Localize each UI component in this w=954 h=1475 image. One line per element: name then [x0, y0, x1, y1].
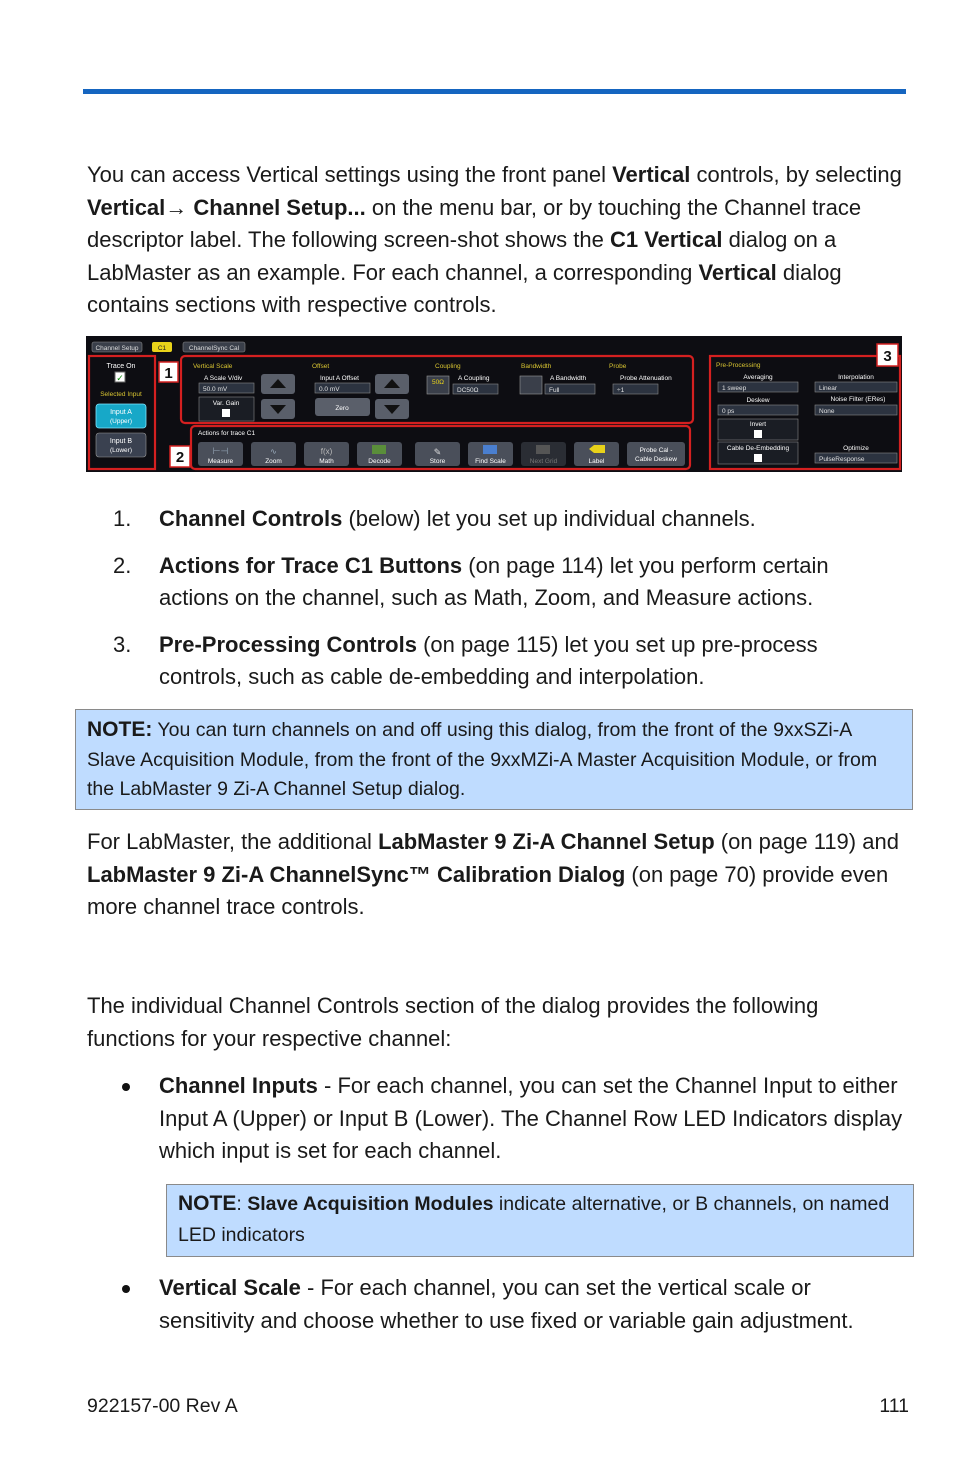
vertical-scale-heading: Vertical Scale	[193, 363, 233, 370]
input-a-sub: (Upper)	[109, 418, 133, 425]
deskew-value: 0 ps	[722, 408, 735, 415]
a-scale-label: A Scale V/div	[204, 375, 243, 382]
cable-deembedding-label: Cable De-Embedding	[726, 445, 790, 452]
store-label: Store	[429, 458, 446, 465]
section-list	[113, 503, 903, 708]
next-grid-icon	[536, 445, 550, 454]
note-text: indicate alternative, or B channels, on named LED indicators	[178, 1193, 890, 1246]
actions-title: Actions for trace C1	[198, 430, 256, 437]
zero-label: Zero	[335, 405, 349, 412]
trace-on-label: Trace On	[106, 363, 136, 370]
probe-cal-label: Probe Cal -	[639, 447, 673, 454]
cable-deskew-label: Cable Deskew	[635, 456, 677, 463]
labmaster-paragraph: For LabMaster, the additional LabMaster 9 Zi-A Channel Setup (on page 119) and LabMaster 9 Zi-A ChannelSync™ Calibration Dialog (on page 70) provide even more channel trace controls.	[87, 829, 899, 919]
callout-3-number: 3	[883, 348, 892, 365]
input-a-offset-value: 0.0 mV	[319, 386, 340, 393]
footer-doc-id: 922157-00 Rev A	[87, 1395, 238, 1417]
list-item-title[interactable]: Channel Controls	[159, 506, 343, 531]
ruler-icon: ⊢⊣	[212, 446, 229, 456]
label-label: Label	[588, 458, 605, 465]
coupling-heading: Coupling	[435, 363, 461, 370]
list-number: 2.	[113, 552, 132, 578]
decode-icon	[372, 445, 386, 454]
probe-attenuation-value: ÷1	[617, 387, 625, 394]
interpolation-value: Linear	[819, 385, 838, 392]
math-icon: f(x)	[320, 447, 333, 456]
list-item: Channel Inputs - For each channel, you can set the Channel Input to either Input A (Upper) or Input B (Lower). The Channel Row LED Indicators display which input is set for each channel.	[120, 1070, 910, 1168]
list-item	[113, 629, 903, 694]
tab-channelsync-cal-label: ChannelSync Cal	[188, 345, 240, 352]
store-icon: ✎	[433, 447, 442, 457]
invert-checkbox[interactable]	[754, 430, 762, 438]
cable-deembedding-checkbox[interactable]	[754, 454, 762, 462]
averaging-label: Averaging	[743, 374, 773, 381]
noise-filter-label: Noise Filter (ERes)	[830, 396, 886, 403]
bandwidth-icon-box[interactable]	[520, 376, 542, 394]
a-coupling-value: DC50Ω	[457, 387, 479, 394]
offset-heading: Offset	[312, 363, 330, 370]
list-item-title[interactable]: Actions for Trace C1 Buttons	[159, 552, 463, 578]
list-item-text: (on page 114) let you perform certain actions on the channel, such as Math, Zoom, and Measure actions.	[159, 552, 829, 610]
channelsync-calibration-link[interactable]: LabMaster 9 Zi-A ChannelSync™ Calibration Dialog	[87, 861, 626, 887]
footer-page-number: 111	[879, 1395, 909, 1417]
list-item-title[interactable]: Pre-Processing Controls	[159, 631, 417, 657]
actions-button-row	[198, 442, 685, 466]
bullet-list-1	[120, 1070, 910, 1168]
note-box	[75, 709, 913, 810]
a-coupling-label: A Coupling	[458, 375, 490, 382]
note-bold-text: Slave Acquisition Modules	[247, 1193, 494, 1215]
coupling-badge: 50Ω	[431, 379, 445, 386]
measure-label: Measure	[207, 458, 234, 465]
probe-heading: Probe	[609, 363, 627, 370]
vertical-dialog-screenshot	[86, 336, 902, 472]
channel-setup-link[interactable]: LabMaster 9 Zi-A Channel Setup	[378, 829, 715, 854]
channel-controls-paragraph: The individual Channel Controls section of the dialog provides the following functions for your respective channel:	[87, 993, 819, 1051]
note-box-slave-modules: NOTE: Slave Acquisition Modules indicate alternative, or B channels, on named LED indicators	[166, 1184, 914, 1257]
a-bandwidth-value: Full	[549, 387, 560, 394]
list-number: 1.	[113, 506, 132, 531]
tab-channel-setup-label: Channel Setup	[95, 345, 139, 352]
bullet-list-2	[120, 1272, 910, 1337]
callout-1-number: 1	[164, 365, 173, 382]
noise-filter-value: None	[819, 408, 835, 415]
math-label: Math	[319, 458, 334, 465]
note-label: NOTE:	[87, 718, 153, 741]
tab-c1-label: C1	[157, 345, 167, 352]
input-a-offset-label: Input A Offset	[320, 375, 359, 382]
check-icon: ✓	[116, 373, 124, 383]
interpolation-label: Interpolation	[838, 374, 874, 381]
note-label: NOTE	[178, 1192, 237, 1215]
zoom-wave-icon: ∿	[270, 447, 277, 456]
list-item-text: (below) let you set up individual channels.	[342, 506, 756, 531]
list-item	[113, 550, 903, 615]
list-item-text: (on page 115) let you set up pre-process controls, such as cable de-embedding and interpolation.	[159, 631, 818, 689]
decode-label: Decode	[368, 458, 391, 465]
intro-paragraph: You can access Vertical settings using the front panel Vertical controls, by selecting Vertical→ Channel Setup... on the menu bar, or by touching the Channel trace descriptor label. The following screen-shot shows the C1 Vertical dialog on a LabMaster as an example. For each channel, a corresponding Vertical dialog contains sections with respective controls.	[87, 162, 902, 317]
probe-attenuation-label: Probe Attenuation	[620, 375, 672, 382]
list-item: Vertical Scale - For each channel, you can set the vertical scale or sensitivity and choose whether to use fixed or variable gain adjustment.	[120, 1272, 910, 1337]
averaging-value: 1 sweep	[722, 385, 747, 392]
callout-2-number: 2	[175, 449, 185, 466]
find-scale-icon	[483, 445, 497, 454]
deskew-label: Deskew	[746, 397, 770, 404]
find-scale-label: Find Scale	[475, 458, 506, 465]
bullet-icon	[122, 1083, 130, 1091]
note-text: You can turn channels on and off using this dialog, from the front of the 9xxSZi-A Slave Acquisition Module, from the front of the 9xxMZi-A Master Acquisition Module, or from the LabMaster 9 Zi-A Channel Setup dialog.	[87, 719, 878, 800]
list-item	[113, 503, 903, 536]
optimize-label: Optimize	[843, 445, 869, 452]
optimize-value: PulseResponse	[819, 456, 865, 463]
input-a-label: Input A	[110, 409, 132, 416]
input-b-label: Input B	[109, 438, 133, 445]
invert-label: Invert	[749, 421, 767, 428]
bullet-icon	[122, 1285, 130, 1293]
pre-processing-heading: Pre-Processing	[716, 362, 761, 369]
a-scale-value: 50.0 mV	[203, 386, 228, 393]
next-grid-label: Next Grid	[529, 458, 558, 465]
var-gain-checkbox[interactable]	[222, 409, 230, 417]
zoom-label: Zoom	[265, 458, 282, 465]
bandwidth-heading: Bandwidth	[521, 363, 552, 370]
selected-input-label: Selected Input	[100, 391, 142, 398]
input-b-sub: (Lower)	[109, 447, 133, 454]
a-bandwidth-label: A Bandwidth	[550, 375, 587, 382]
list-number: 3.	[113, 631, 132, 657]
var-gain-label: Var. Gain	[212, 400, 240, 407]
header-rule	[83, 89, 906, 94]
